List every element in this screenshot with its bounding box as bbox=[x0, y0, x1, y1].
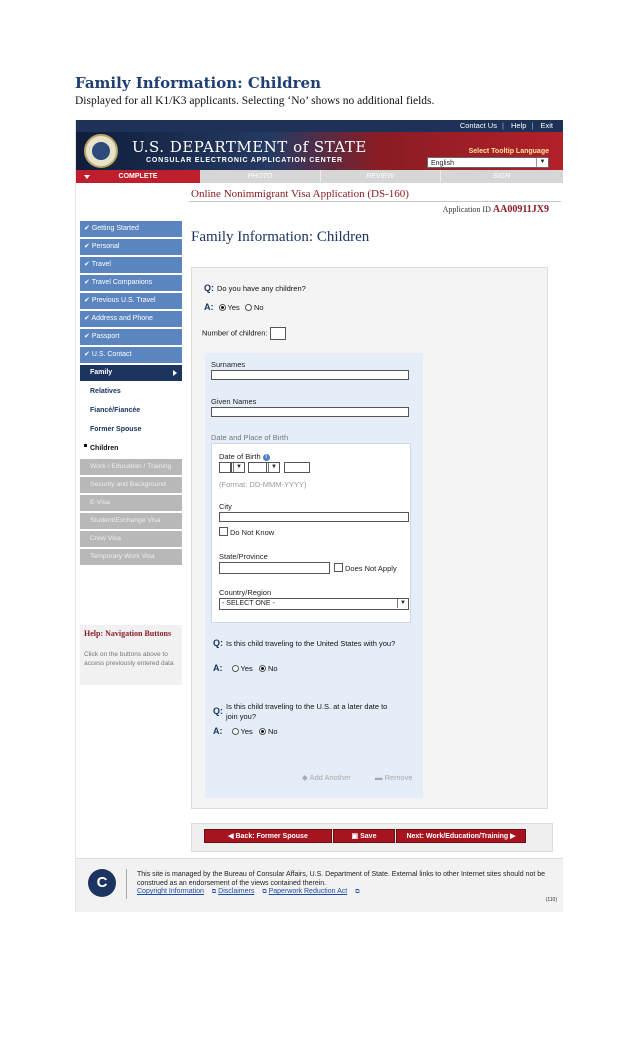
step-review: REVIEW bbox=[320, 170, 441, 183]
date-place-of-birth-box bbox=[211, 443, 411, 623]
form-title: Online Nonimmigrant Visa Application (DS-160) bbox=[191, 188, 409, 200]
ds160-screenshot bbox=[75, 120, 563, 912]
info-icon[interactable]: i bbox=[263, 454, 270, 461]
top-links: Contact Us | Help | Exit bbox=[459, 121, 553, 130]
given-names-label: Given Names bbox=[211, 397, 257, 406]
version-label: (110) bbox=[545, 897, 557, 903]
help-title: Help: Navigation Buttons bbox=[84, 629, 172, 638]
surnames-label: Surnames bbox=[211, 360, 246, 369]
sidebar-item-getting-started[interactable]: ✔ Getting Started bbox=[80, 221, 182, 237]
sidebar-nav bbox=[80, 221, 182, 567]
travel-later-yes-radio[interactable] bbox=[232, 728, 239, 735]
footer-disclaimer: This site is managed by the Bureau of Consular Affairs, U.S. Department of State. External links to other Internet sites should not be construed as an endorsement of the views contained therein. bbox=[137, 871, 546, 887]
sidebar-item-fiance[interactable]: Fiancé/Fiancée bbox=[80, 402, 182, 419]
minus-icon: ▬ bbox=[375, 773, 383, 782]
question-traveling-later: Q: Is this child traveling to the U.S. at a later date to join you? bbox=[213, 702, 388, 721]
number-of-children-input[interactable] bbox=[270, 327, 286, 340]
external-link-icon: ⧉ bbox=[355, 889, 360, 895]
yes-radio[interactable] bbox=[219, 304, 226, 311]
child-entry-panel bbox=[205, 353, 423, 798]
answer-traveling-later: A: Yes No bbox=[213, 726, 278, 736]
save-icon: ▣ bbox=[351, 833, 359, 840]
dob-section-label: Date and Place of Birth bbox=[211, 433, 289, 442]
plus-icon: ◆ bbox=[302, 773, 308, 782]
dob-day-dropdown[interactable] bbox=[231, 462, 245, 473]
contact-us-link[interactable]: Contact Us bbox=[459, 121, 497, 130]
sidebar-item-family[interactable]: Family bbox=[80, 365, 182, 381]
sidebar-item-security: Security and Background bbox=[80, 477, 182, 493]
sidebar-item-evisa: E-Visa bbox=[80, 495, 182, 511]
application-id: Application ID AA00911JX9 bbox=[442, 204, 549, 215]
page-title: Family Information: Children bbox=[191, 229, 370, 245]
document-title: Family Information: Children bbox=[75, 74, 322, 92]
children-form-panel bbox=[191, 267, 548, 809]
does-not-apply-row: Does Not Apply bbox=[334, 563, 397, 573]
sidebar-item-relatives[interactable]: Relatives bbox=[80, 383, 182, 400]
next-button[interactable]: Next: Work/Education/Training ▶ bbox=[396, 829, 526, 843]
chevron-down-icon: ▼ bbox=[233, 463, 244, 472]
dob-format-hint: (Format: DD-MMM-YYYY) bbox=[219, 480, 307, 489]
does-not-apply-checkbox[interactable] bbox=[334, 563, 343, 572]
surnames-input[interactable] bbox=[211, 370, 409, 380]
chevron-down-icon: ▼ bbox=[397, 599, 408, 608]
chevron-down-icon: ▼ bbox=[268, 463, 279, 472]
step-photo: PHOTO bbox=[200, 170, 321, 183]
top-utility-bar bbox=[76, 120, 563, 132]
step-complete: COMPLETE bbox=[76, 170, 200, 183]
travel-with-no-radio[interactable] bbox=[259, 665, 266, 672]
external-link-icon: ⧉ bbox=[262, 889, 267, 895]
sidebar-item-travel[interactable]: ✔ Travel bbox=[80, 257, 182, 273]
sidebar-item-address-phone[interactable]: ✔ Address and Phone bbox=[80, 311, 182, 327]
country-region-label: Country/Region bbox=[219, 588, 272, 597]
number-of-children-row bbox=[202, 327, 286, 340]
chevron-left-icon: ◀ bbox=[228, 833, 234, 840]
sidebar-item-work-education: Work / Education / Training bbox=[80, 459, 182, 475]
consular-affairs-logo-icon: C bbox=[88, 869, 116, 897]
sidebar-item-former-spouse[interactable]: Former Spouse bbox=[80, 421, 182, 438]
country-region-select[interactable]: - SELECT ONE - ▼ bbox=[219, 598, 409, 610]
dob-month-select[interactable] bbox=[248, 462, 268, 473]
do-not-know-row: Do Not Know bbox=[219, 527, 274, 537]
chevron-right-icon bbox=[173, 370, 177, 376]
back-button[interactable]: ◀ Back: Former Spouse bbox=[204, 829, 332, 843]
ceac-name: CONSULAR ELECTRONIC APPLICATION CENTER bbox=[146, 157, 343, 164]
question-has-children: Q: Do you have any children? bbox=[204, 283, 306, 293]
dob-day-select[interactable] bbox=[219, 462, 231, 473]
dob-label: Date of Birth i bbox=[219, 452, 270, 461]
answer-traveling-with-you: A: Yes No bbox=[213, 663, 278, 673]
help-box bbox=[80, 625, 182, 685]
site-footer bbox=[76, 858, 563, 912]
number-of-children-label: Number of children: bbox=[202, 328, 268, 338]
language-value: English bbox=[431, 160, 454, 167]
progress-bar bbox=[76, 170, 563, 183]
state-province-input[interactable] bbox=[219, 562, 330, 574]
sidebar-item-passport[interactable]: ✔ Passport bbox=[80, 329, 182, 345]
do-not-know-checkbox[interactable] bbox=[219, 527, 228, 536]
dob-year-input[interactable] bbox=[284, 462, 310, 473]
external-link-icon: ⧉ bbox=[211, 889, 217, 895]
sidebar-item-previous-us-travel[interactable]: ✔ Previous U.S. Travel bbox=[80, 293, 182, 309]
chevron-right-icon: ▶ bbox=[510, 833, 516, 840]
department-name: U.S. DEPARTMENT of STATE bbox=[132, 138, 367, 156]
tooltip-language-label: Select Tooltip Language bbox=[468, 148, 549, 155]
dob-month-dropdown[interactable] bbox=[266, 462, 280, 473]
add-another-button[interactable]: ◆ Add Another bbox=[302, 773, 351, 782]
tooltip-language-select[interactable] bbox=[427, 157, 549, 168]
save-button[interactable]: ▣ Save bbox=[333, 829, 395, 843]
help-link[interactable]: Help bbox=[511, 121, 527, 130]
disclaimers-link[interactable]: Disclaimers bbox=[218, 888, 255, 895]
sidebar-item-us-contact[interactable]: ✔ U.S. Contact bbox=[80, 347, 182, 363]
step-sign: SIGN bbox=[492, 173, 511, 180]
divider bbox=[189, 201, 561, 202]
no-radio[interactable] bbox=[245, 304, 252, 311]
answer-has-children: A: Yes No bbox=[204, 302, 264, 312]
remove-button[interactable]: ▬ Remove bbox=[375, 773, 413, 782]
chevron-down-icon bbox=[84, 175, 90, 179]
footer-links bbox=[137, 888, 360, 896]
paperwork-reduction-link[interactable]: Paperwork Reduction Act bbox=[268, 888, 348, 895]
sidebar-item-personal[interactable]: ✔ Personal bbox=[80, 239, 182, 255]
department-seal-icon bbox=[84, 134, 118, 168]
sidebar-item-crew-visa: Crew Visa bbox=[80, 531, 182, 547]
chevron-down-icon: ▼ bbox=[536, 158, 548, 167]
city-input[interactable] bbox=[219, 512, 409, 522]
state-province-label: State/Province bbox=[219, 552, 268, 561]
exit-link[interactable]: Exit bbox=[540, 121, 553, 130]
sidebar-item-student-exchange: Student/Exchange Visa bbox=[80, 513, 182, 529]
given-names-input[interactable] bbox=[211, 407, 409, 417]
document-subtitle: Displayed for all K1/K3 applicants. Selecting ‘No’ shows no additional fields. bbox=[75, 95, 435, 107]
sidebar-item-temporary-work: Temporary Work Visa bbox=[80, 549, 182, 565]
state-department-banner bbox=[76, 132, 563, 170]
help-text: Click on the buttons above to access previously entered data bbox=[84, 651, 174, 667]
travel-with-yes-radio[interactable] bbox=[232, 665, 239, 672]
copyright-link[interactable]: Copyright Information bbox=[137, 888, 204, 895]
city-label: City bbox=[219, 502, 232, 511]
sidebar-item-children[interactable]: Children bbox=[80, 440, 182, 457]
sidebar-item-travel-companions[interactable]: ✔ Travel Companions bbox=[80, 275, 182, 291]
travel-later-no-radio[interactable] bbox=[259, 728, 266, 735]
form-navigation-bar bbox=[191, 823, 553, 852]
divider bbox=[126, 869, 127, 899]
question-traveling-with-you: Q: Is this child traveling to the United States with you? bbox=[213, 638, 396, 648]
